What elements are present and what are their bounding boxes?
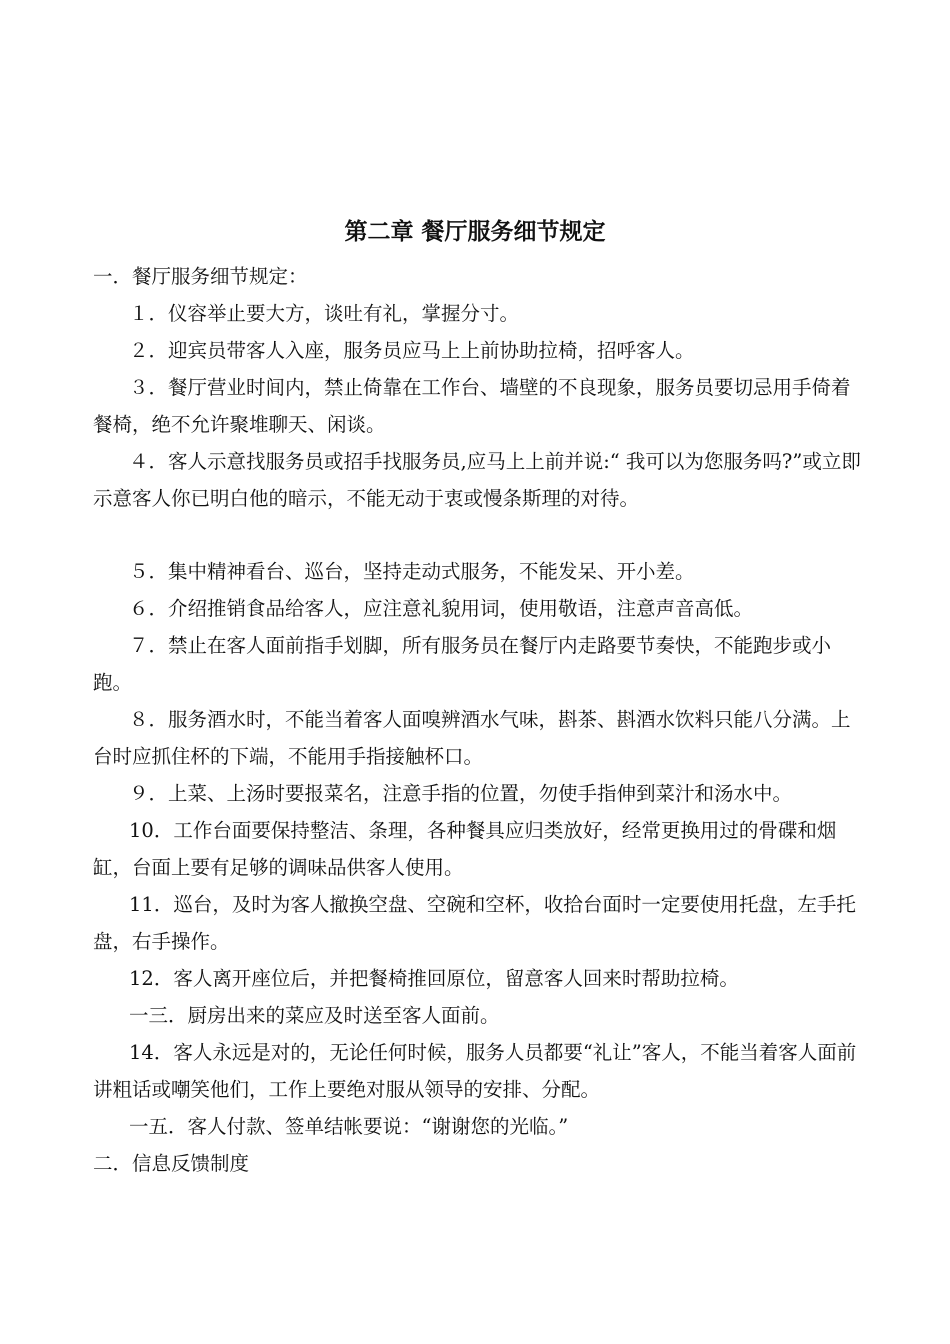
rule-item-4: ４．客人示意找服务员或招手找服务员,应马上上前并说:“ 我可以为您服务吗?”或立即示意客人你已明白他的暗示，不能无动于衷或慢条斯理的对待。 — [93, 450, 861, 510]
rule-item-13: 一三．厨房出来的菜应及时送至客人面前。 — [129, 1004, 500, 1027]
paragraph-gap — [93, 517, 863, 553]
rule-item-1: １．仪容举止要大方，谈吐有礼，掌握分寸。 — [129, 302, 520, 325]
rule-item-14: 14．客人永远是对的，无论任何时候，服务人员都要“礼让”客人，不能当着客人面前讲粗话或嘲笑他们，工作上要绝对服从领导的安排、分配。 — [93, 1041, 857, 1101]
rule-item-10: 10．工作台面要保持整洁、条理，各种餐具应归类放好，经常更换用过的骨碟和烟缸，台面上要有足够的调味品供客人使用。 — [93, 819, 837, 879]
document-body — [93, 258, 863, 1182]
section-heading-1: 一．餐厅服务细节规定： — [93, 265, 308, 288]
rule-item-11: 11．巡台，及时为客人撤换空盘、空碗和空杯，收拾台面时一定要使用托盘，左手托盘，右手操作。 — [93, 893, 856, 953]
rule-item-12: 12．客人离开座位后，并把餐椅推回原位，留意客人回来时帮助拉椅。 — [129, 967, 739, 990]
section-heading-2: 二．信息反馈制度 — [93, 1152, 250, 1175]
rule-item-5: ５．集中精神看台、巡台，坚持走动式服务，不能发呆、开小差。 — [129, 560, 695, 583]
rule-item-3: ３．餐厅营业时间内，禁止倚靠在工作台、墙壁的不良现象，服务员要切忌用手倚着餐椅，绝不允许聚堆聊天、闲谈。 — [93, 376, 851, 436]
rule-item-8: ８．服务酒水时，不能当着客人面嗅辨酒水气味，斟茶、斟酒水饮料只能八分满。上台时应抓住杯的下端，不能用手指接触杯口。 — [93, 708, 851, 768]
rule-item-9: ９．上菜、上汤时要报菜名，注意手指的位置，勿使手指伸到菜汁和汤水中。 — [129, 782, 793, 805]
rule-item-6: ６．介绍推销食品给客人，应注意礼貌用词，使用敬语，注意声音高低。 — [129, 597, 754, 620]
rule-item-15: 一五．客人付款、签单结帐要说：“谢谢您的光临。” — [129, 1115, 569, 1138]
rule-item-7: ７．禁止在客人面前指手划脚，所有服务员在餐厅内走路要节奏快，不能跑步或小跑。 — [93, 634, 832, 694]
rule-item-2: ２．迎宾员带客人入座，服务员应马上上前协助拉椅，招呼客人。 — [129, 339, 695, 362]
chapter-title: 第二章 餐厅服务细节规定 — [344, 218, 606, 245]
